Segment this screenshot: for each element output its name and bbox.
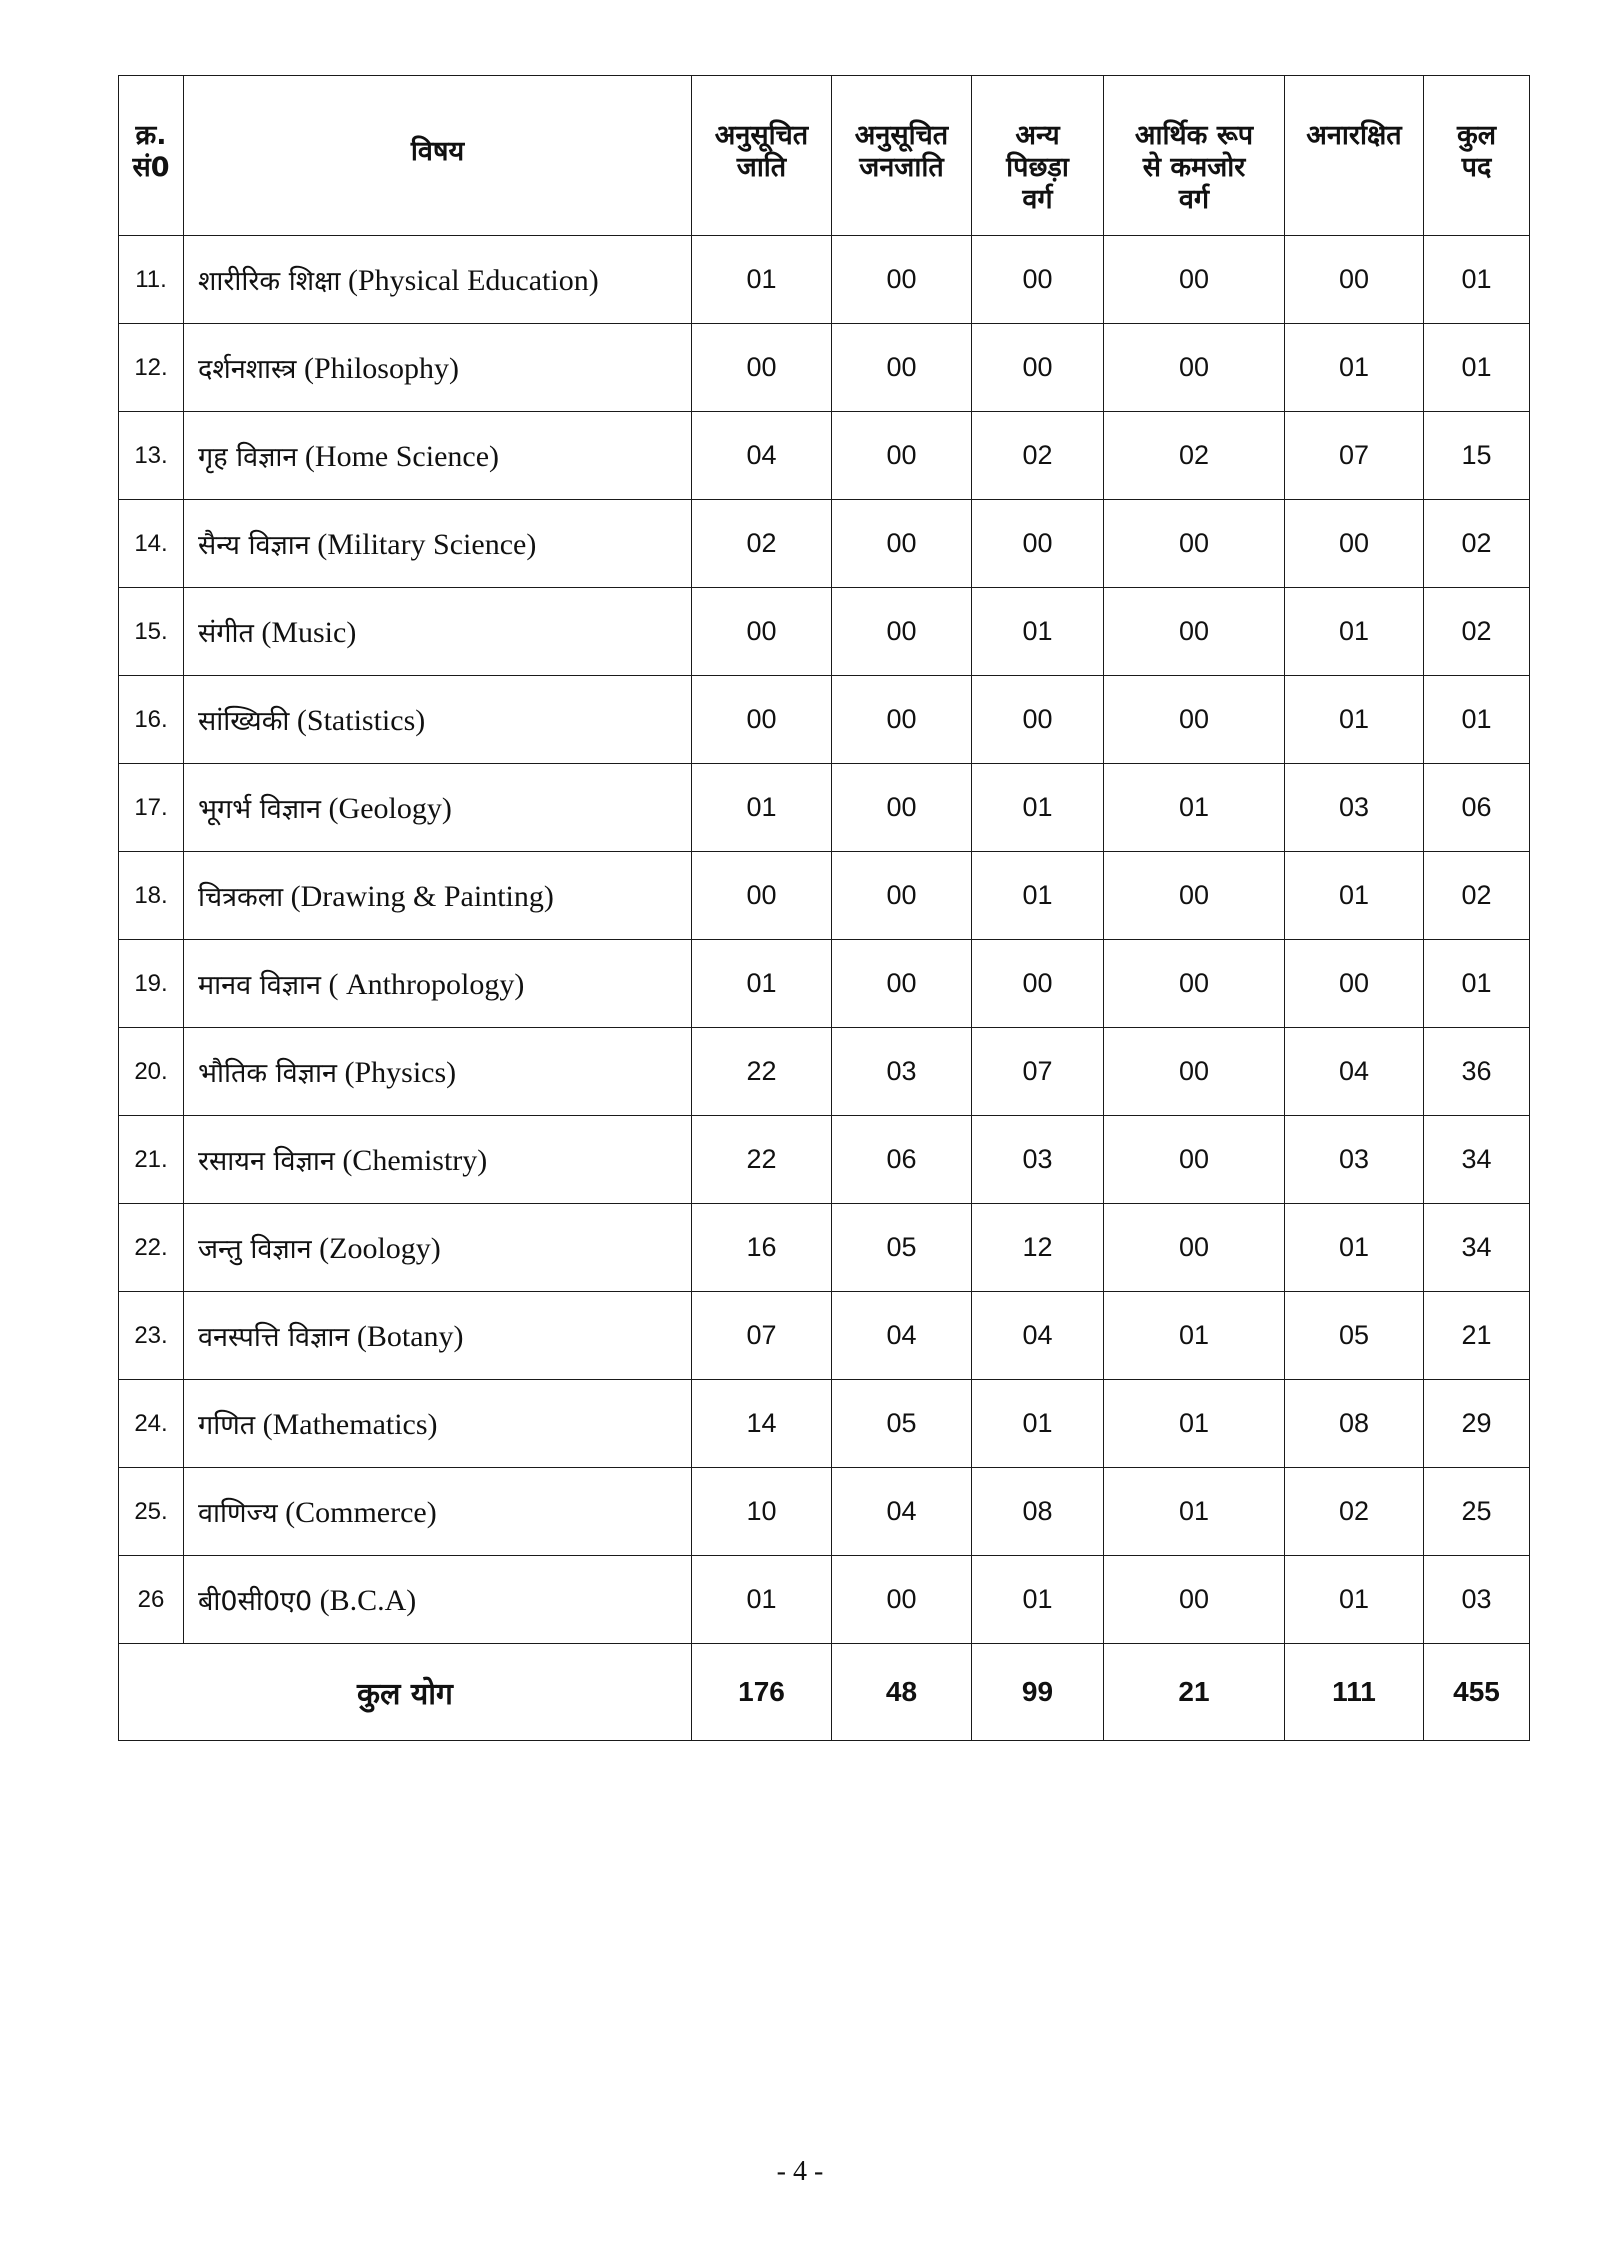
table-row	[119, 1028, 1530, 1116]
cell-ews: 01	[1104, 764, 1285, 852]
cell-sc: 00	[692, 324, 832, 412]
cell-total: 03	[1424, 1556, 1530, 1644]
cell-unreserved: 08	[1285, 1380, 1424, 1468]
cell-ews: 00	[1104, 1204, 1285, 1292]
subject-english: (B.C.A)	[319, 1584, 417, 1617]
cell-ews: 00	[1104, 1116, 1285, 1204]
subject-english: (Military Science)	[317, 528, 537, 561]
subject-english: (Home Science)	[304, 440, 499, 473]
cell-unreserved: 05	[1285, 1292, 1424, 1380]
cell-st: 05	[832, 1380, 972, 1468]
table-row	[119, 1468, 1530, 1556]
vacancy-table	[118, 75, 1530, 1741]
subject-english: ( Anthropology)	[328, 968, 525, 1001]
cell-sc: 01	[692, 236, 832, 324]
header-scheduled-caste: अनुसूचित जाति	[692, 76, 832, 236]
cell-st: 03	[832, 1028, 972, 1116]
subject-english: (Statistics)	[296, 704, 426, 737]
cell-subject	[184, 852, 692, 940]
cell-total: 01	[1424, 676, 1530, 764]
total-unreserved: 111	[1285, 1644, 1424, 1741]
cell-unreserved: 01	[1285, 852, 1424, 940]
subject-english: (Mathematics)	[262, 1408, 438, 1441]
total-sc: 176	[692, 1644, 832, 1741]
cell-sc: 10	[692, 1468, 832, 1556]
cell-total: 34	[1424, 1116, 1530, 1204]
total-posts: 455	[1424, 1644, 1530, 1741]
cell-unreserved: 00	[1285, 940, 1424, 1028]
cell-obc: 00	[972, 324, 1104, 412]
header-scheduled-tribe: अनुसूचित जनजाति	[832, 76, 972, 236]
cell-subject	[184, 324, 692, 412]
subject-english: (Philosophy)	[303, 352, 459, 385]
cell-serial-number: 14.	[119, 500, 184, 588]
cell-serial-number: 20.	[119, 1028, 184, 1116]
cell-total: 06	[1424, 764, 1530, 852]
cell-sc: 07	[692, 1292, 832, 1380]
cell-subject	[184, 1556, 692, 1644]
cell-total: 01	[1424, 236, 1530, 324]
subject-english: (Physics)	[344, 1056, 457, 1089]
subject-english: (Drawing & Painting)	[290, 880, 554, 913]
cell-obc: 07	[972, 1028, 1104, 1116]
cell-st: 00	[832, 236, 972, 324]
cell-subject	[184, 236, 692, 324]
cell-serial-number: 15.	[119, 588, 184, 676]
cell-sc: 01	[692, 940, 832, 1028]
cell-obc: 00	[972, 500, 1104, 588]
cell-serial-number: 22.	[119, 1204, 184, 1292]
cell-unreserved: 01	[1285, 588, 1424, 676]
cell-serial-number: 16.	[119, 676, 184, 764]
cell-subject	[184, 1380, 692, 1468]
cell-serial-number: 23.	[119, 1292, 184, 1380]
cell-st: 00	[832, 852, 972, 940]
cell-ews: 00	[1104, 324, 1285, 412]
subject-hindi: वनस्पत्ति विज्ञान	[198, 1322, 350, 1353]
cell-total: 21	[1424, 1292, 1530, 1380]
cell-sc: 14	[692, 1380, 832, 1468]
cell-unreserved: 01	[1285, 1204, 1424, 1292]
cell-obc: 01	[972, 852, 1104, 940]
table-header-row	[119, 76, 1530, 236]
cell-st: 06	[832, 1116, 972, 1204]
cell-serial-number: 19.	[119, 940, 184, 1028]
table-row	[119, 676, 1530, 764]
total-st: 48	[832, 1644, 972, 1741]
subject-english: (Commerce)	[285, 1496, 437, 1529]
cell-total: 02	[1424, 500, 1530, 588]
header-total-posts: कुल पद	[1424, 76, 1530, 236]
cell-subject	[184, 1468, 692, 1556]
total-obc: 99	[972, 1644, 1104, 1741]
table-row	[119, 236, 1530, 324]
cell-unreserved: 01	[1285, 324, 1424, 412]
cell-sc: 00	[692, 676, 832, 764]
cell-ews: 00	[1104, 676, 1285, 764]
cell-sc: 16	[692, 1204, 832, 1292]
table-row	[119, 1116, 1530, 1204]
header-serial-number: क्र. सं0	[119, 76, 184, 236]
total-ews: 21	[1104, 1644, 1285, 1741]
cell-obc: 01	[972, 1380, 1104, 1468]
cell-obc: 08	[972, 1468, 1104, 1556]
table-row	[119, 588, 1530, 676]
table-row	[119, 500, 1530, 588]
cell-sc: 22	[692, 1028, 832, 1116]
subject-hindi: गृह विज्ञान	[198, 442, 298, 473]
subject-hindi: शारीरिक शिक्षा	[198, 266, 341, 297]
cell-total: 34	[1424, 1204, 1530, 1292]
cell-obc: 03	[972, 1116, 1104, 1204]
cell-obc: 01	[972, 764, 1104, 852]
cell-obc: 00	[972, 940, 1104, 1028]
cell-ews: 00	[1104, 1556, 1285, 1644]
page-number: - 4 -	[776, 2156, 824, 2187]
subject-hindi: सांख्यिकी	[198, 706, 290, 737]
cell-st: 04	[832, 1292, 972, 1380]
subject-hindi: दर्शनशास्त्र	[198, 354, 297, 385]
cell-st: 00	[832, 940, 972, 1028]
header-subject: विषय	[184, 76, 692, 236]
cell-total: 02	[1424, 852, 1530, 940]
cell-st: 00	[832, 676, 972, 764]
cell-subject	[184, 1204, 692, 1292]
subject-hindi: रसायन विज्ञान	[198, 1146, 335, 1177]
table-row	[119, 1204, 1530, 1292]
table-body	[119, 236, 1530, 1644]
cell-unreserved: 02	[1285, 1468, 1424, 1556]
subject-hindi: सैन्य विज्ञान	[198, 530, 310, 561]
cell-subject	[184, 588, 692, 676]
subject-hindi: चित्रकला	[198, 882, 284, 913]
subject-english: (Music)	[261, 616, 357, 649]
cell-subject	[184, 500, 692, 588]
cell-ews: 00	[1104, 588, 1285, 676]
cell-sc: 01	[692, 764, 832, 852]
cell-st: 00	[832, 764, 972, 852]
cell-serial-number: 13.	[119, 412, 184, 500]
cell-st: 05	[832, 1204, 972, 1292]
table-row	[119, 1556, 1530, 1644]
subject-english: (Zoology)	[319, 1232, 441, 1265]
cell-obc: 01	[972, 1556, 1104, 1644]
cell-st: 00	[832, 1556, 972, 1644]
cell-serial-number: 17.	[119, 764, 184, 852]
subject-hindi: मानव विज्ञान	[198, 970, 322, 1001]
table-row	[119, 1292, 1530, 1380]
cell-serial-number: 12.	[119, 324, 184, 412]
subject-hindi: संगीत	[198, 618, 254, 649]
cell-ews: 02	[1104, 412, 1285, 500]
cell-total: 01	[1424, 324, 1530, 412]
cell-unreserved: 03	[1285, 764, 1424, 852]
cell-ews: 00	[1104, 940, 1285, 1028]
cell-obc: 01	[972, 588, 1104, 676]
cell-total: 01	[1424, 940, 1530, 1028]
cell-unreserved: 00	[1285, 236, 1424, 324]
cell-subject	[184, 1028, 692, 1116]
cell-st: 04	[832, 1468, 972, 1556]
cell-subject	[184, 676, 692, 764]
subject-hindi: बी0सी0ए0	[198, 1586, 313, 1617]
cell-subject	[184, 1116, 692, 1204]
cell-obc: 02	[972, 412, 1104, 500]
cell-sc: 22	[692, 1116, 832, 1204]
cell-obc: 04	[972, 1292, 1104, 1380]
cell-subject	[184, 412, 692, 500]
cell-serial-number: 11.	[119, 236, 184, 324]
table-row	[119, 940, 1530, 1028]
cell-sc: 02	[692, 500, 832, 588]
cell-unreserved: 01	[1285, 676, 1424, 764]
cell-obc: 12	[972, 1204, 1104, 1292]
header-unreserved: अनारक्षित	[1285, 76, 1424, 236]
cell-obc: 00	[972, 236, 1104, 324]
cell-serial-number: 24.	[119, 1380, 184, 1468]
header-other-backward-class: अन्य पिछड़ा वर्ग	[972, 76, 1104, 236]
table-row	[119, 412, 1530, 500]
cell-ews: 00	[1104, 236, 1285, 324]
table-row	[119, 764, 1530, 852]
cell-st: 00	[832, 500, 972, 588]
table-row	[119, 852, 1530, 940]
table-row	[119, 324, 1530, 412]
cell-ews: 01	[1104, 1292, 1285, 1380]
cell-total: 36	[1424, 1028, 1530, 1116]
header-economically-weaker-section: आर्थिक रूप से कमजोर वर्ग	[1104, 76, 1285, 236]
cell-unreserved: 03	[1285, 1116, 1424, 1204]
cell-serial-number: 26	[119, 1556, 184, 1644]
cell-total: 29	[1424, 1380, 1530, 1468]
table-row	[119, 1380, 1530, 1468]
cell-sc: 04	[692, 412, 832, 500]
cell-ews: 01	[1104, 1380, 1285, 1468]
subject-english: (Chemistry)	[342, 1144, 488, 1177]
cell-unreserved: 01	[1285, 1556, 1424, 1644]
cell-total: 25	[1424, 1468, 1530, 1556]
cell-st: 00	[832, 412, 972, 500]
subject-hindi: गणित	[198, 1410, 256, 1441]
cell-sc: 00	[692, 588, 832, 676]
cell-ews: 00	[1104, 852, 1285, 940]
subject-english: (Geology)	[328, 792, 452, 825]
cell-ews: 01	[1104, 1468, 1285, 1556]
cell-serial-number: 21.	[119, 1116, 184, 1204]
cell-st: 00	[832, 588, 972, 676]
cell-unreserved: 07	[1285, 412, 1424, 500]
cell-total: 02	[1424, 588, 1530, 676]
subject-hindi: भूगर्भ विज्ञान	[198, 794, 322, 825]
cell-obc: 00	[972, 676, 1104, 764]
totals-label: कुल योग	[119, 1644, 692, 1741]
totals-row	[119, 1644, 1530, 1741]
cell-ews: 00	[1104, 500, 1285, 588]
cell-unreserved: 00	[1285, 500, 1424, 588]
cell-subject	[184, 1292, 692, 1380]
cell-subject	[184, 940, 692, 1028]
cell-sc: 00	[692, 852, 832, 940]
subject-english: (Physical Education)	[347, 264, 599, 297]
cell-serial-number: 18.	[119, 852, 184, 940]
cell-ews: 00	[1104, 1028, 1285, 1116]
cell-sc: 01	[692, 1556, 832, 1644]
subject-hindi: जन्तु विज्ञान	[198, 1234, 312, 1265]
subject-hindi: भौतिक विज्ञान	[198, 1058, 337, 1089]
cell-serial-number: 25.	[119, 1468, 184, 1556]
cell-unreserved: 04	[1285, 1028, 1424, 1116]
cell-subject	[184, 764, 692, 852]
subject-hindi: वाणिज्य	[198, 1498, 278, 1529]
subject-english: (Botany)	[356, 1320, 464, 1353]
cell-st: 00	[832, 324, 972, 412]
cell-total: 15	[1424, 412, 1530, 500]
